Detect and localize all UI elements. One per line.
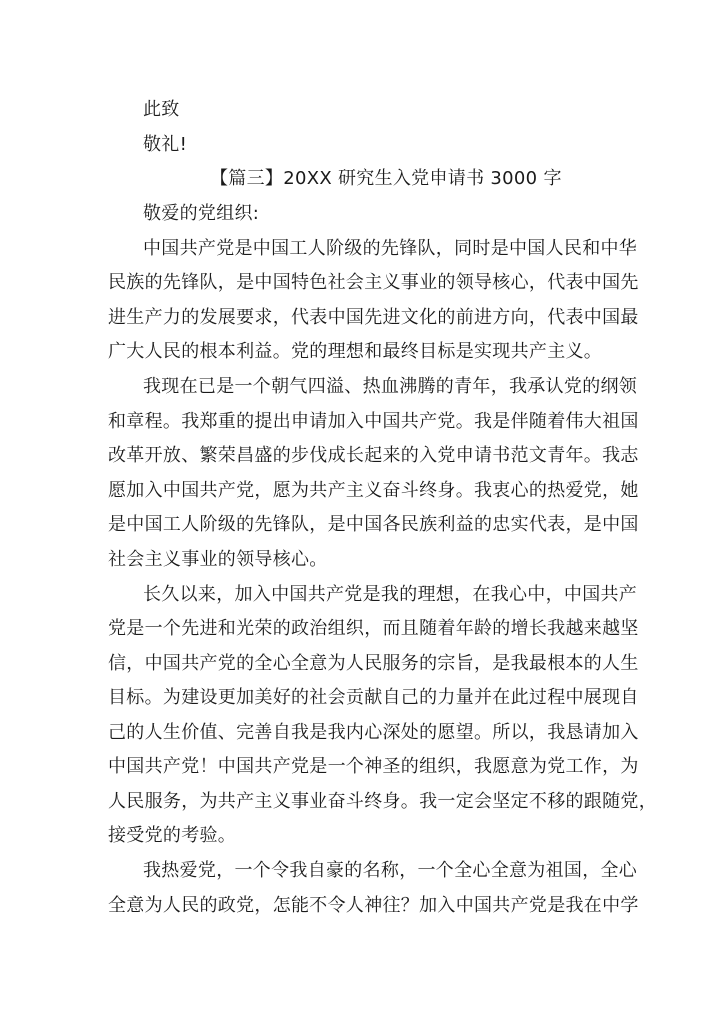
paragraph-line: 社会主义事业的领导核心。 (108, 549, 328, 570)
paragraph-line: 人民服务，为共产主义事业奋斗终身。我一定会坚定不移的跟随党， (108, 791, 657, 812)
paragraph-line: 进生产力的发展要求，代表中国先进文化的前进方向，代表中国最 (108, 307, 639, 328)
paragraph-line: 全意为人民的政党，怎能不令人神往？加入中国共产党是我在中学 (108, 895, 639, 916)
section-title: 【篇三】20XX 研究生入党申请书 3000 字 (210, 168, 562, 189)
paragraph-line: 我热爱党，一个令我自豪的名称，一个全心全意为祖国，全心 (143, 860, 638, 881)
paragraph-line: 己的人生价值、完善自我是我内心深处的愿望。所以，我恳请加入 (108, 722, 639, 743)
paragraph-line: 中国共产党是中国工人阶级的先锋队，同时是中国人民和中华 (143, 238, 638, 259)
paragraph-line: 我现在已是一个朝气四溢、热血沸腾的青年，我承认党的纲领 (143, 376, 638, 397)
paragraph-line: 党是一个先进和光荣的政治组织，而且随着年龄的增长我越来越坚 (108, 618, 639, 639)
paragraph-line: 长久以来，加入中国共产党是我的理想，在我心中，中国共产 (143, 584, 638, 605)
paragraph-line: 和章程。我郑重的提出申请加入中国共产党。我是伴随着伟大祖国 (108, 411, 639, 432)
closing-line: 敬礼! (143, 134, 188, 155)
paragraph-line: 中国共产党！中国共产党是一个神圣的组织，我愿意为党工作，为 (108, 756, 639, 777)
paragraph-line: 改革开放、繁荣昌盛的步伐成长起来的入党申请书范文青年。我志 (108, 445, 639, 466)
paragraph-line: 目标。为建设更加美好的社会贡献自己的力量并在此过程中展现自 (108, 687, 639, 708)
paragraph-line: 民族的先锋队，是中国特色社会主义事业的领导核心，代表中国先 (108, 272, 639, 293)
paragraph-line: 接受党的考验。 (108, 825, 237, 846)
paragraph-line: 广大人民的根本利益。党的理想和最终目标是实现共产主义。 (108, 341, 603, 362)
paragraph-line: 是中国工人阶级的先锋队，是中国各民族利益的忠实代表，是中国 (108, 514, 639, 535)
salutation: 敬爱的党组织: (143, 203, 260, 224)
paragraph-line: 信，中国共产党的全心全意为人民服务的宗旨，是我最根本的人生 (108, 653, 639, 674)
paragraph-line: 愿加入中国共产党，愿为共产主义奋斗终身。我衷心的热爱党，她 (108, 480, 639, 501)
closing-line: 此致 (143, 99, 180, 120)
